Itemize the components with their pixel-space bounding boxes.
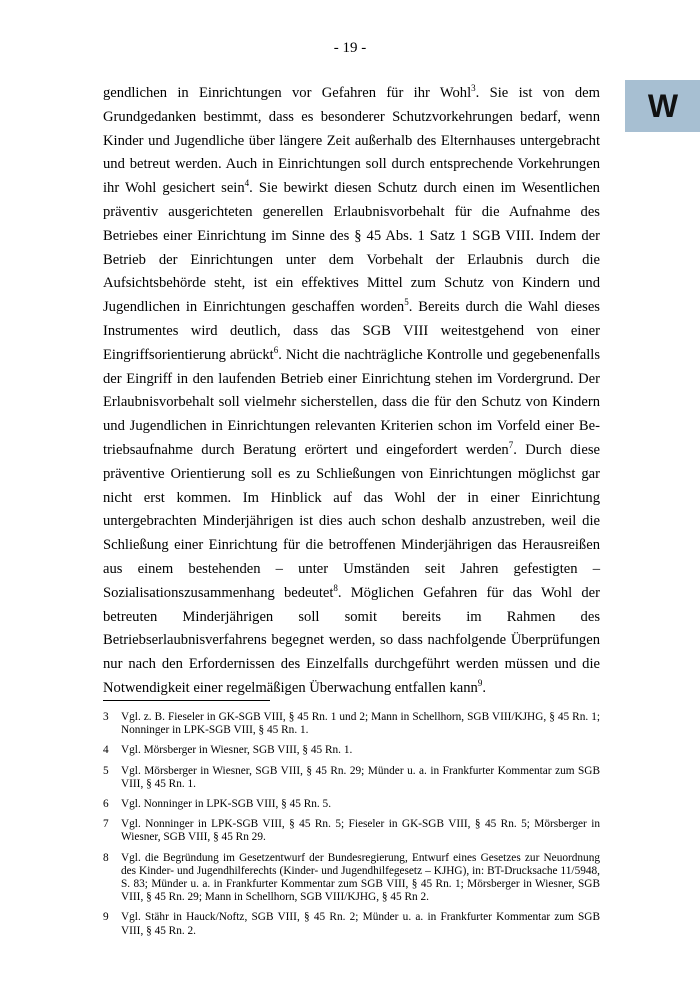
section-tab-letter: W bbox=[647, 87, 678, 124]
footnote-text: Vgl. Nonninger in LPK-SGB VIII, § 45 Rn. 5; Fieseler in GK-SGB VIII, § 45 Rn. 5; Mörsberger in Wiesner, SGB VIII, § 45 Rn 29. bbox=[121, 818, 600, 844]
footnote-ref: 6 bbox=[273, 344, 279, 355]
footnote bbox=[103, 711, 600, 737]
footnote bbox=[103, 852, 600, 905]
footnote bbox=[103, 818, 600, 844]
body-text-part: . bbox=[482, 679, 486, 696]
body-text-part: gendlichen in Einrichtungen vor Gefahren für ihr Wohl bbox=[103, 85, 472, 101]
footnote bbox=[103, 744, 600, 757]
body-text-part: . Sie bewirkt diesen Schutz durch einen im Wesentlichen präventiv ausgerichteten generellen Erlaubnisvorbehalt für die Aufnahme des Betriebes einer Einrichtung im Sinne des § 45 Abs. 1 Satz 1 SGB VIII. Indem der Betrieb der Einrichtungen unter dem Vorbehalt der Erlaubnis durch die Aufsichtsbehörde steht, ist ein effektives Mittel zum Schutz von Kindern und Jugendlichen in Einrichtungen geschaffen worden bbox=[103, 180, 600, 316]
footnote-number: 5 bbox=[103, 764, 109, 777]
footnote-number: 7 bbox=[103, 818, 109, 831]
footnote-text: Vgl. die Begründung im Gesetzentwurf der Bundesregierung, Entwurf eines Gesetzes zur Neuordnung des Kinder- und Jugendhilferechts (Kinder- und Jugendhilfegesetz – KJHG), in: BT-Drucksache 11/5948, S. 83; Münder u. a. in Frankfurter Kommentar zum SGB VIII, § 45 Rn. 1; Mörsberger in Wiesner, SGB VIII, § 45 Rn. 29; Mann in Schellhorn, SGB VIII/KJHG, § 45 Rn 2. bbox=[121, 851, 600, 904]
body-text-part: . Möglichen Gefahren für das Wohl der betreuten Minderjährigen soll somit bereits im Rahmen des Betriebserlaubnisverfahrens begegnet werden, so dass nachfolgende Überprüfungen nur nach den Erfordernissen des Einzelfalls durchgeführt werden müssen und die Notwendigkeit einer regelmäßigen Überwachung entfallen kann bbox=[103, 584, 600, 696]
footnote bbox=[103, 765, 600, 791]
footnote-text: Vgl. Nonninger in LPK-SGB VIII, § 45 Rn. 5. bbox=[121, 798, 332, 811]
footnote-ref: 4 bbox=[244, 178, 250, 189]
footnote-text: Vgl. z. B. Fieseler in GK-SGB VIII, § 45 Rn. 1 und 2; Mann in Schellhorn, SGB VIII/KJHG, § 45 Rn. 1; Nonninger in LPK-SGB VIII, § 45 Rn. 1. bbox=[121, 711, 600, 737]
footnotes bbox=[103, 711, 600, 945]
footnote-ref: 7 bbox=[508, 440, 514, 451]
body-text-part: . Nicht die nachträgliche Kontrolle und gegebenenfalls der Eingriff in den laufenden Betrieb einer Einrichtung stehen im Vordergrund. Der Erlaubnisvorbehalt soll vielmehr sicherstellen, dass die für den Schutz von Kindern und Jugendlichen in Einrichtungen relevanten Kriterien schon im Vorfeld einer Betriebsaufnahme durch Beratung erörtert und eingefordert werden bbox=[103, 346, 601, 458]
body-paragraph bbox=[103, 82, 600, 701]
page-number: - 19 - bbox=[333, 40, 367, 56]
footnote bbox=[103, 911, 600, 937]
footnote-ref: 3 bbox=[471, 83, 476, 94]
footnote-number: 9 bbox=[103, 911, 109, 924]
section-tab bbox=[625, 80, 700, 132]
footnote-separator bbox=[103, 700, 270, 701]
footnote-text: Vgl. Mörsberger in Wiesner, SGB VIII, § 45 Rn. 1. bbox=[121, 744, 353, 757]
footnote bbox=[103, 798, 600, 811]
footnote-number: 6 bbox=[103, 798, 109, 811]
body-text-part: . Bereits durch die Wahl dieses Instrumentes wird deutlich, dass das SGB VIII weitestgehend von einer Eingriffsorientierung abrückt bbox=[103, 299, 600, 363]
footnote-number: 8 bbox=[103, 851, 109, 864]
footnote-ref: 9 bbox=[477, 678, 483, 689]
body-text-part: . Sie ist von dem Grundgedanken bestimmt, dass es besonderer Schutzvorkehrungen bedarf, wenn Kinder und Jugendliche über längere Zeit außerhalb des Elternhauses untergebracht und betreut werden. Auch in Einrichtungen soll durch entsprechende Vorkehrungen ihr Wohl gesichert sein bbox=[103, 85, 601, 197]
footnote-ref: 5 bbox=[404, 297, 409, 308]
footnote-text: Vgl. Stähr in Hauck/Noftz, SGB VIII, § 45 Rn. 2; Münder u. a. in Frankfurter Kommentar zum SGB VIII, § 45 Rn. 2. bbox=[121, 911, 600, 937]
footnote-ref: 8 bbox=[333, 582, 338, 593]
footnote-number: 3 bbox=[103, 711, 109, 723]
footnote-number: 4 bbox=[103, 744, 109, 757]
body-text-part: . Durch diese präventive Orientierung soll es zu Schließungen von Einrichtungen möglichst gar nicht erst kommen. Im Hinblick auf das Wohl der in einer Einrichtung untergebrachten Minderjährigen ist dies auch schon deshalb anzustreben, weil die Schließung einer Einrichtung für die betroffenen Minderjährigen das Herausreißen aus einem bestehenden – unter Umständen seit Jahren gefestigten – Sozialisationszusammenhang bedeutet bbox=[103, 441, 600, 601]
footnote-text: Vgl. Mörsberger in Wiesner, SGB VIII, § 45 Rn. 29; Münder u. a. in Frankfurter Kommentar zum SGB VIII, § 45 Rn. 1. bbox=[121, 764, 600, 790]
